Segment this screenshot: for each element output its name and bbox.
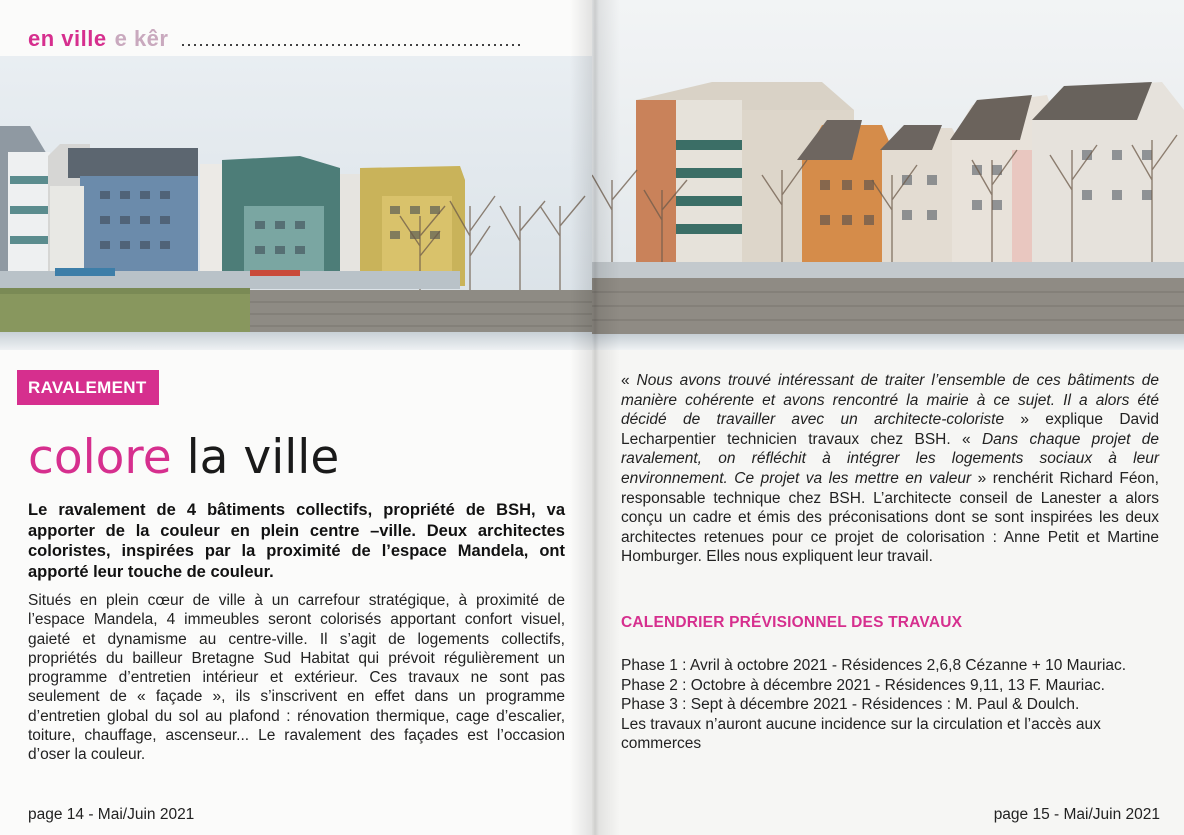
page-number-right: page 15 - Mai/Juin 2021 (993, 806, 1160, 823)
phase-1: Phase 1 : Avril à octobre 2021 - Résidences 2,6,8 Cézanne + 10 Mauriac. (621, 657, 1127, 674)
phase-3: Phase 3 : Sept à décembre 2021 - Résidences : M. Paul & Doulch. (621, 696, 1080, 713)
ravalement-tag: RAVALEMENT (17, 370, 159, 405)
section-title-breton: e kêr (114, 26, 169, 51)
section-title-dots: ......................................................... (180, 30, 523, 50)
lead-paragraph: Le ravalement de 4 bâtiments collectifs, propriété de BSH, va apporter de la couleur en plein centre –ville. Deux architectes coloristes, inspirées par la proximité de l’espace Mandela, ont apporté leur touche de couleur. (28, 501, 565, 581)
quote-attribution-2: » renchérit Richard Féon, responsable technique chez BSH. L’architecte conseil de Lanester a alors conçu un cadre et émis des préconisations dont se sont inspirées les deux architectes retenues pour ce projet de colorisation : Anne Petit et Martine Homburger. Elles nous expliquent leur travail. (621, 469, 1159, 566)
right-page (592, 0, 1184, 835)
phase-2: Phase 2 : Octobre à décembre 2021 - Résidences 9,11, 13 F. Mauriac. (621, 676, 1105, 694)
calendar-title: CALENDRIER PRÉVISIONNEL DES TRAVAUX (621, 614, 963, 631)
phases-list (621, 656, 1161, 754)
section-title (28, 26, 523, 52)
quote-open-mark: « (621, 372, 637, 389)
traffic-note: Les travaux n’auront aucune incidence sur la circulation et l’accès aux commerces (621, 715, 1101, 752)
headline (28, 428, 339, 488)
section-title-main: en ville (28, 26, 107, 51)
photo-right (592, 0, 1184, 350)
quote-lecharpentier: Nous avons trouvé intéressant de traiter l’ensemble de ces bâtiments de manière cohérente et avons rencontré la mairie à ce sujet. Il a alors été décidé de travailler avec un architecte-coloriste (621, 372, 1159, 429)
page-number-left: page 14 - Mai/Juin 2021 (28, 806, 195, 823)
photo-left (0, 56, 592, 350)
quote-feon: Dans chaque projet de ravalement, on réfléchit à intégrer les logements sociaux à leur environnement. Ce projet va les mettre en valeur (621, 430, 1160, 487)
body-paragraph: Situés en plein cœur de ville à un carrefour stratégique, à proximité de l’espace Mandela, 4 immeubles seront colorisés apportant confort visuel, gaieté et dynamisme au centre-ville. Il s’agit de logements collectifs, propriétés du bailleur Bretagne Sud Habitat qui prévoit régulièrement un programme d’entretien intérieur et extérieur. Ces travaux ne sont pas seulement de « façade », ils s’inscrivent en effet dans un programme d’entretien global du sol au plafond : rénovation thermique, cage d’escalier, toiture, chauffage, ascenseur... Le ravalement des façades est l’occasion d’oser la couleur. (28, 592, 565, 764)
headline-pink: colore (28, 430, 172, 485)
quote-attribution-1: » explique David Lecharpentier technicien travaux chez BSH. « (621, 411, 1159, 448)
quote-paragraph (621, 371, 1159, 567)
headline-dark: la ville (186, 430, 340, 485)
